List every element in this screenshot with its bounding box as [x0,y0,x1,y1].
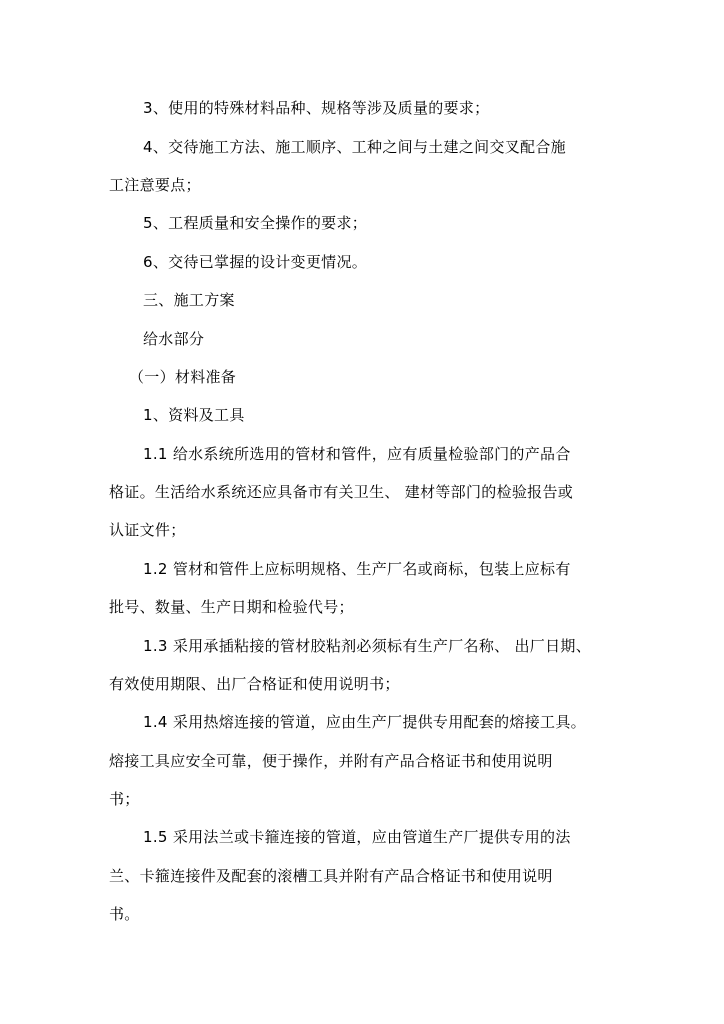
paragraph-line: 4、交待施工方法、施工顺序、工种之间与土建之间交叉配合施 [143,138,566,156]
paragraph-line: 工注意要点； [109,176,201,194]
paragraph-line: 1.3 采用承插粘接的管材胶粘剂必须标有生产厂名称、 出厂日期、 [143,637,591,655]
paragraph-line: 书； [109,790,140,808]
paragraph-line: 认证文件； [109,521,186,539]
paragraph-line: 格证。生活给水系统还应具备市有关卫生、 建材等部门的检验报告或 [109,483,574,501]
paragraph-line: 熔接工具应安全可靠，便于操作，并附有产品合格证书和使用说明 [109,752,553,770]
paragraph-line: 6、交待已掌握的设计变更情况。 [143,253,368,271]
paragraph-line: 有效使用期限、出厂合格证和使用说明书； [109,675,400,693]
paragraph-line: 兰、卡箍连接件及配套的滚槽工具并附有产品合格证书和使用说明 [109,867,553,885]
subsection-heading: 给水部分 [143,330,205,348]
section-heading: 三、施工方案 [143,291,235,309]
paragraph-line: 书。 [109,905,140,923]
item-heading: 1、资料及工具 [143,406,245,424]
paragraph-line: 1.5 采用法兰或卡箍连接的管道，应由管道生产厂提供专用的法 [143,828,571,846]
paragraph-line: 1.4 采用热熔连接的管道，应由生产厂提供专用配套的熔接工具。 [143,713,586,731]
paragraph-line: 1.1 给水系统所选用的管材和管件，应有质量检验部门的产品合 [143,445,571,463]
paragraph-line: 1.2 管材和管件上应标明规格、生产厂名或商标，包装上应标有 [143,560,571,578]
paragraph-line: 批号、数量、生产日期和检验代号； [109,598,354,616]
paragraph-line: 3、使用的特殊材料品种、规格等涉及质量的要求； [143,99,490,117]
subsection-heading: （一）材料准备 [129,368,237,386]
paragraph-line: 5、工程质量和安全操作的要求； [143,214,368,232]
